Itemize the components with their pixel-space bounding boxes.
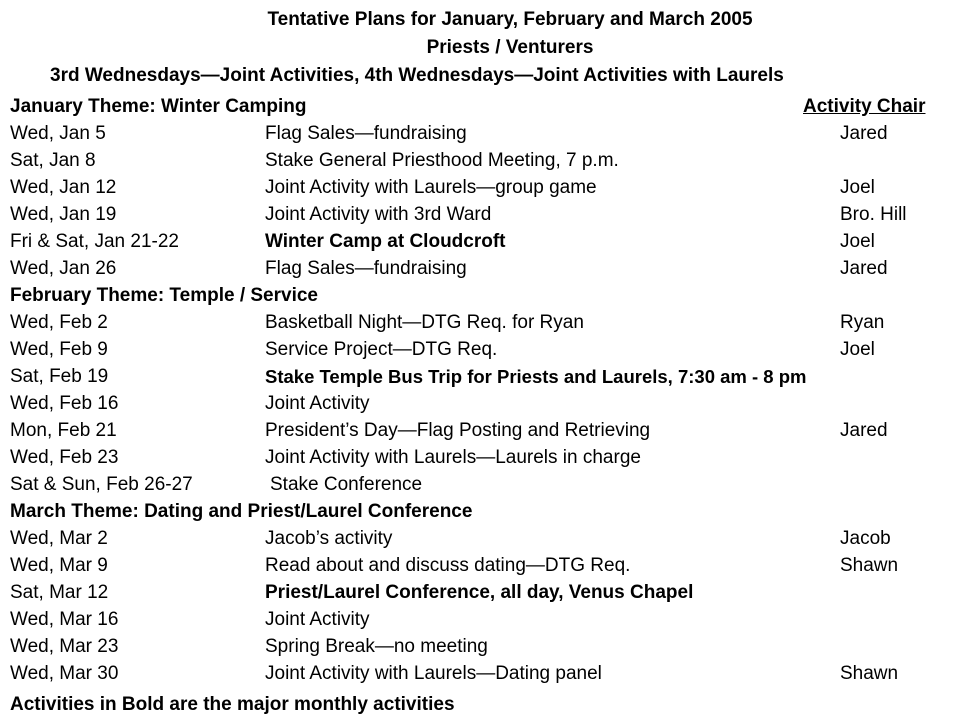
row-chair: Jared: [840, 123, 888, 144]
row-date: Wed, Feb 2: [10, 312, 108, 333]
row-chair: Ryan: [840, 312, 885, 333]
row-chair: Shawn: [840, 663, 899, 684]
title-line-2: Priests / Venturers: [426, 37, 594, 58]
footer-note: Activities in Bold are the major monthly activities: [10, 694, 455, 715]
row-activity: Flag Sales—fundraising: [265, 123, 467, 144]
row-date: Wed, Feb 16: [10, 393, 119, 414]
row-date: Wed, Mar 2: [10, 528, 108, 549]
schedule-row: [10, 636, 960, 662]
january-theme: January Theme: Winter Camping: [10, 96, 307, 117]
schedule-row: [10, 339, 960, 365]
row-activity: Basketball Night—DTG Req. for Ryan: [265, 312, 584, 333]
january-theme-row: [10, 96, 960, 122]
row-date: Wed, Jan 5: [10, 123, 106, 144]
schedule-row: [10, 312, 960, 338]
row-activity: Stake Conference: [270, 474, 423, 495]
row-chair: Joel: [840, 177, 875, 198]
row-date: Sat, Jan 8: [10, 150, 96, 171]
schedule-row: [10, 204, 960, 230]
row-date: Wed, Mar 9: [10, 555, 108, 576]
row-date: Wed, Feb 23: [10, 447, 119, 468]
row-date: Wed, Mar 16: [10, 609, 119, 630]
row-chair: Jared: [840, 420, 888, 441]
row-activity: Joint Activity with Laurels—group game: [265, 177, 597, 198]
schedule-row: [10, 582, 960, 608]
schedule-row: [10, 231, 960, 257]
row-date: Mon, Feb 21: [10, 420, 117, 441]
schedule-row: [10, 555, 960, 581]
row-date: Wed, Mar 30: [10, 663, 119, 684]
row-activity: Joint Activity with 3rd Ward: [265, 204, 492, 225]
schedule-row: [10, 528, 960, 554]
march-theme-row: [10, 501, 960, 527]
row-date: Wed, Jan 26: [10, 258, 117, 279]
row-date: Sat, Mar 12: [10, 582, 109, 603]
row-activity: President’s Day—Flag Posting and Retrieving: [265, 420, 651, 441]
row-activity-major: Priest/Laurel Conference, all day, Venus Chapel: [265, 582, 694, 603]
title-line-1: Tentative Plans for January, February and March 2005: [267, 9, 753, 30]
row-chair: Jared: [840, 258, 888, 279]
row-date: Wed, Mar 23: [10, 636, 119, 657]
row-chair: Shawn: [840, 555, 899, 576]
row-activity: Joint Activity with Laurels—Dating panel: [265, 663, 602, 684]
row-chair: Jacob: [840, 528, 891, 549]
row-date: Wed, Feb 9: [10, 339, 108, 360]
schedule-row: [10, 447, 960, 473]
row-activity: Joint Activity: [265, 609, 370, 630]
row-chair: Bro. Hill: [840, 204, 907, 225]
february-theme-row: [10, 285, 960, 311]
row-date: Sat & Sun, Feb 26-27: [10, 474, 193, 495]
schedule-row: [10, 177, 960, 203]
row-activity: Jacob’s activity: [265, 528, 393, 549]
row-activity-major: Winter Camp at Cloudcroft: [265, 231, 506, 252]
row-date: Wed, Jan 19: [10, 204, 117, 225]
row-activity: Flag Sales—fundraising: [265, 258, 467, 279]
schedule-row: [10, 393, 960, 419]
march-theme: March Theme: Dating and Priest/Laurel Conference: [10, 501, 473, 522]
row-activity-major: Stake Temple Bus Trip for Priests and Laurels, 7:30 am - 8 pm: [265, 366, 807, 387]
schedule-row: [10, 474, 960, 500]
row-date: Fri & Sat, Jan 21-22: [10, 231, 179, 252]
schedule-row: [10, 150, 960, 176]
row-activity: Spring Break—no meeting: [265, 636, 488, 657]
schedule-row: [10, 123, 960, 149]
row-activity: Joint Activity: [265, 393, 370, 414]
row-date: Wed, Jan 12: [10, 177, 117, 198]
row-activity: Read about and discuss dating—DTG Req.: [265, 555, 631, 576]
row-chair: Joel: [840, 339, 875, 360]
schedule-row: [10, 366, 960, 392]
row-activity: Stake General Priesthood Meeting, 7 p.m.: [265, 150, 619, 171]
schedule-row: [10, 663, 960, 689]
row-date: Sat, Feb 19: [10, 366, 109, 387]
row-chair: Joel: [840, 231, 875, 252]
february-theme: February Theme: Temple / Service: [10, 285, 318, 306]
schedule-row: [10, 609, 960, 635]
title-line-3: 3rd Wednesdays—Joint Activities, 4th Wednesdays—Joint Activities with Laurels: [50, 65, 784, 86]
row-activity: Joint Activity with Laurels—Laurels in charge: [265, 447, 641, 468]
activity-chair-header: Activity Chair: [803, 96, 926, 117]
schedule-row: [10, 258, 960, 284]
schedule-row: [10, 420, 960, 446]
row-activity: Service Project—DTG Req.: [265, 339, 498, 360]
